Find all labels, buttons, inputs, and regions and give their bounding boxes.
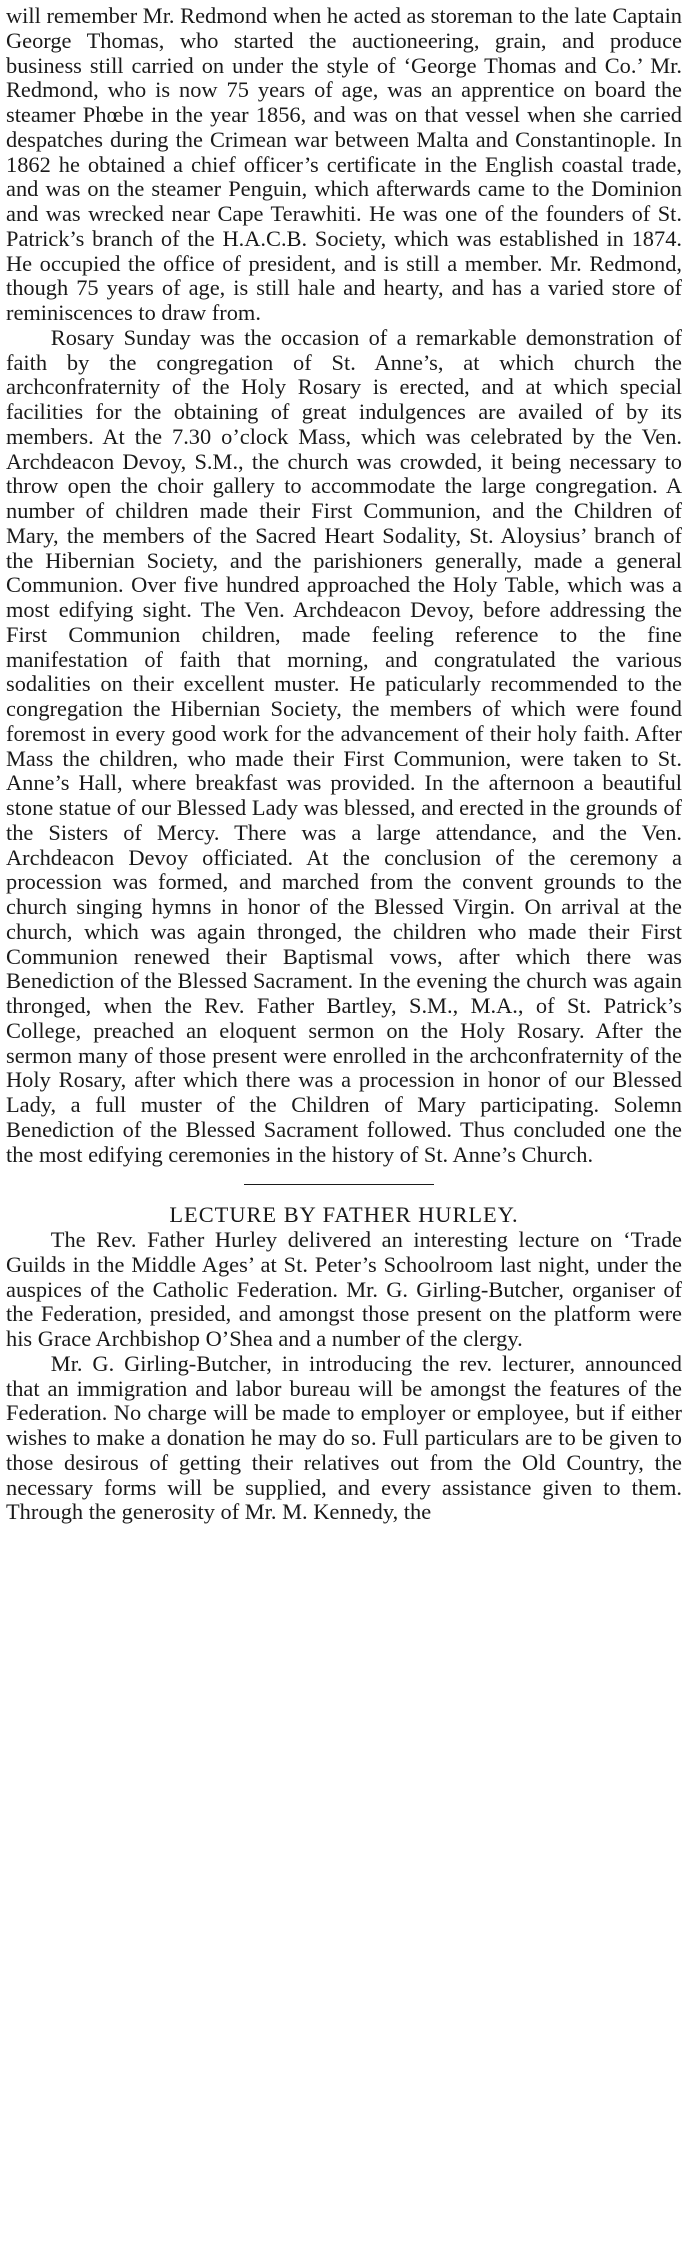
- divider-rule: [244, 1184, 434, 1185]
- paragraph-rosary-sunday: Rosary Sunday was the occasion of a remarkable demonstration of faith by the congregation of St. Anne’s, at which church the archconfraternity of the Holy Rosary is erected, and at which special facilities for the obtaining of great indulgences are availed of by its members. At the 7.30 o’clock Mass, which was celebrated by the Ven. Archdeacon Devoy, S.M., the church was crowded, it being necessary to throw open the choir gallery to accommodate the large congregation. A number of children made their First Communion, and the Children of Mary, the members of the Sacred Heart Sodality, St. Aloysius’ branch of the Hibernian Society, and the parishioners generally, made a general Communion. Over five hundred approached the Holy Table, which was a most edifying sight. The Ven. Archdeacon Devoy, before addressing the First Communion children, made feeling reference to the fine manifestation of faith that morning, and congratulated the various sodalities on their excellent muster. He paticularly recommended to the congregation the Hibernian Society, the members of which were found foremost in every good work for the advancement of their holy faith. After Mass the children, who made their First Communion, were taken to St. Anne’s Hall, where breakfast was provided. In the afternoon a beautiful stone statue of our Blessed Lady was blessed, and erected in the grounds of the Sisters of Mercy. There was a large attendance, and the Ven. Archdeacon Devoy officiated. At the conclusion of the ceremony a procession was formed, and marched from the convent grounds to the church singing hymns in honor of the Blessed Virgin. On arrival at the church, which was again thronged, the children who made their First Communion renewed their Baptismal vows, after which there was Benediction of the Blessed Sacrament. In the evening the church was again thronged, when the Rev. Father Bartley, S.M., M.A., of St. Patrick’s College, preached an eloquent sermon on the Holy Rosary. After the sermon many of those present were enrolled in the archconfraternity of the Holy Rosary, after which there was a procession in honor of our Blessed Lady, a full muster of the Children of Mary participating. Solemn Benediction of the Blessed Sacrament followed. Thus concluded one the the most edifying ceremonies in the history of St. Anne’s Church.: [6, 324, 682, 1167]
- paragraph-lecture-intro: The Rev. Father Hurley delivered an interesting lecture on ‘Trade Guilds in the Middle Ages’ at St. Peter’s Schoolroom last night, under the auspices of the Catholic Federation. Mr. G. Girling-Butcher, organiser of the Federation, presided, and amongst those present on the platform were his Grace Archbishop O’Shea and a number of the clergy.: [6, 1227, 682, 1351]
- section-divider: [6, 1171, 682, 1199]
- paragraph-redmond: will remember Mr. Redmond when he acted as storeman to the late Captain George Thomas, who started the auctioneering, grain, and produce business still carried on under the style of ‘George Thomas and Co.’ Mr. Redmond, who is now 75 years of age, was an apprentice on board the steamer Phœbe in the year 1856, and was on that vessel when she carried despatches during the Crimean war between Malta and Constantinople. In 1862 he obtained a chief officer’s certificate in the English coastal trade, and was on the steamer Penguin, which afterwards came to the Dominion and was wrecked near Cape Terawhiti. He was one of the founders of St. Patrick’s branch of the H.A.C.B. Society, which was established in 1874. He occupied the office of president, and is still a member. Mr. Redmond, though 75 years of age, is still hale and hearty, and has a varied store of reminiscences to draw from.: [6, 3, 682, 325]
- paragraph-lecture-bureau: Mr. G. Girling-Butcher, in introducing the rev. lecturer, announced that an immigration and labor bureau will be amongst the features of the Federation. No charge will be made to employer or employee, but if either wishes to make a donation he may do so. Full particulars are to be given to those desirous of getting their relatives out from the Old Country, the necessary forms will be supplied, and every assistance given to them. Through the generosity of Mr. M. Kennedy, the: [6, 1350, 682, 1525]
- section-heading: LECTURE BY FATHER HURLEY.: [169, 1202, 519, 1228]
- article-column: [6, 4, 682, 1525]
